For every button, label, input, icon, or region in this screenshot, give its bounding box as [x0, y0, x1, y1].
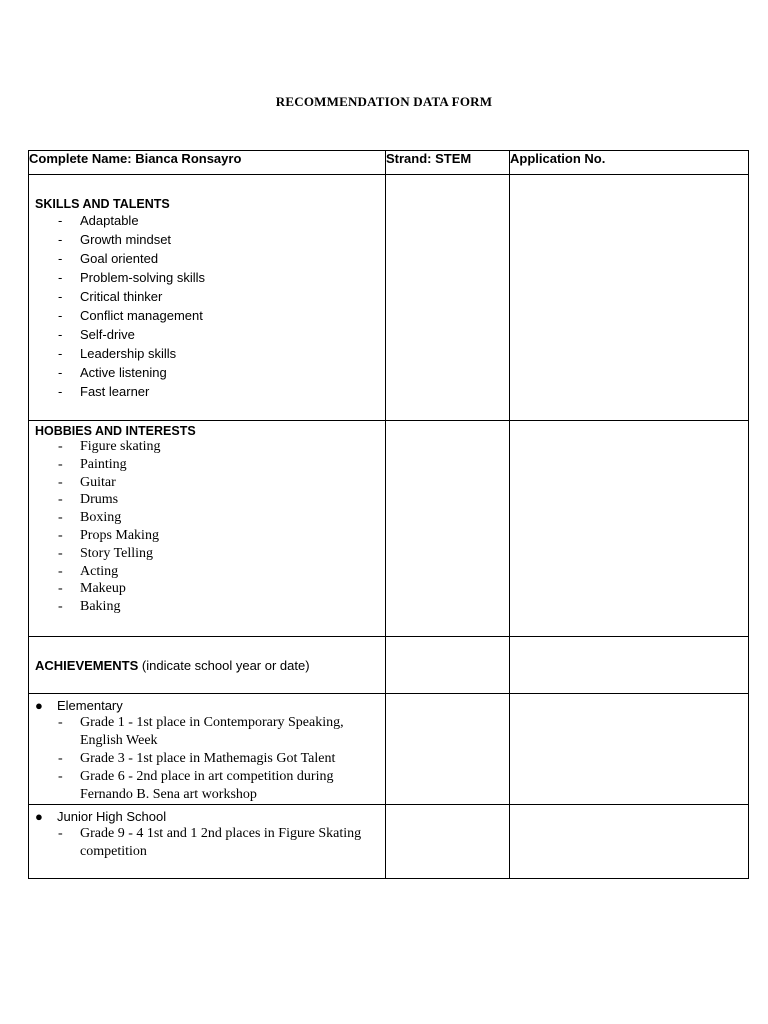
elementary-cell	[29, 694, 386, 805]
junior-high-row	[29, 805, 749, 879]
skills-application-blank[interactable]	[510, 175, 749, 421]
hobbies-cell	[29, 421, 386, 637]
junior-high-label-row	[29, 808, 385, 825]
list-item: - Painting	[29, 456, 385, 474]
list-item: - Grade 1 - 1st place in Contemporary Speaking, English Week	[29, 714, 385, 750]
skills-heading: SKILLS AND TALENTS	[35, 197, 170, 211]
junior-high-strand-blank[interactable]	[386, 805, 510, 879]
list-item: - Problem-solving skills	[29, 268, 385, 287]
list-item: - Makeup	[29, 580, 385, 598]
junior-high-application-blank[interactable]	[510, 805, 749, 879]
hobbies-application-blank[interactable]	[510, 421, 749, 637]
achievements-strand-blank[interactable]	[386, 637, 510, 694]
hobbies-row	[29, 421, 749, 637]
list-item: - Fast learner	[29, 382, 385, 401]
list-item: - Grade 6 - 2nd place in art competition during Fernando B. Sena art workshop	[29, 768, 385, 804]
achievements-note: (indicate school year or date)	[138, 657, 310, 673]
elementary-application-blank[interactable]	[510, 694, 749, 805]
junior-high-label: Junior High School	[57, 809, 167, 824]
elementary-label: Elementary	[57, 698, 123, 713]
bullet-icon: ●	[35, 698, 43, 713]
list-item: - Active listening	[29, 363, 385, 382]
list-item: - Grade 9 - 4 1st and 1 2nd places in Figure Skating competition	[29, 825, 385, 861]
list-item: - Props Making	[29, 527, 385, 545]
skills-list	[29, 211, 385, 401]
list-item: - Baking	[29, 598, 385, 616]
list-item: - Goal oriented	[29, 249, 385, 268]
list-item: - Grade 3 - 1st place in Mathemagis Got Talent	[29, 750, 385, 768]
hobbies-strand-blank[interactable]	[386, 421, 510, 637]
junior-high-list	[29, 825, 385, 861]
form-title: RECOMMENDATION DATA FORM	[275, 94, 493, 109]
list-item: - Critical thinker	[29, 287, 385, 306]
achievements-application-blank[interactable]	[510, 637, 749, 694]
list-item: - Drums	[29, 491, 385, 509]
elementary-strand-blank[interactable]	[386, 694, 510, 805]
list-item: - Story Telling	[29, 545, 385, 563]
list-item: - Leadership skills	[29, 344, 385, 363]
elementary-row	[29, 694, 749, 805]
header-row	[29, 151, 749, 175]
hobbies-list	[29, 438, 385, 616]
application-no-cell: Application No.	[510, 151, 749, 175]
list-item: - Self-drive	[29, 325, 385, 344]
skills-cell	[29, 175, 386, 421]
achievements-title: ACHIEVEMENTS	[35, 657, 139, 673]
list-item: - Acting	[29, 563, 385, 581]
skills-strand-blank[interactable]	[386, 175, 510, 421]
elementary-label-row	[29, 697, 385, 714]
elementary-list	[29, 714, 385, 804]
hobbies-heading: HOBBIES AND INTERESTS	[35, 424, 196, 438]
recommendation-table	[28, 150, 749, 879]
strand-cell: Strand: STEM	[386, 151, 510, 175]
complete-name-cell: Complete Name: Bianca Ronsayro	[29, 151, 386, 175]
list-item: - Guitar	[29, 474, 385, 492]
list-item: - Conflict management	[29, 306, 385, 325]
achievements-heading	[29, 658, 385, 673]
list-item: - Adaptable	[29, 211, 385, 230]
skills-row	[29, 175, 749, 421]
list-item: - Growth mindset	[29, 230, 385, 249]
bullet-icon: ●	[35, 809, 43, 824]
achievements-heading-cell	[29, 637, 386, 694]
achievements-header-row	[29, 637, 749, 694]
list-item: - Boxing	[29, 509, 385, 527]
list-item: - Figure skating	[29, 438, 385, 456]
junior-high-cell	[29, 805, 386, 879]
